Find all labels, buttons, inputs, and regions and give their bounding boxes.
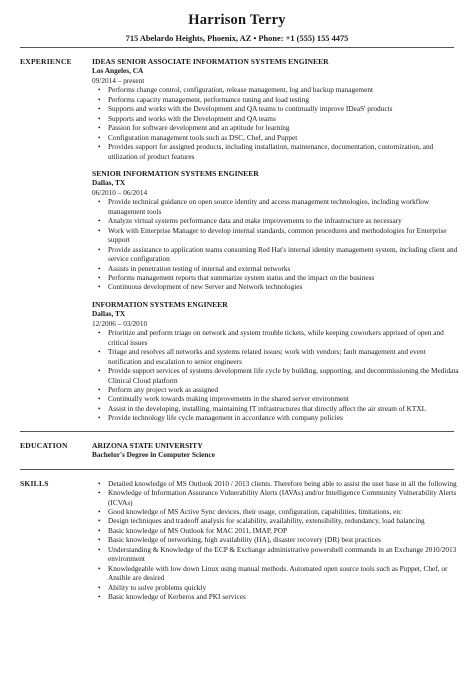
list-item: • Basic knowledge of MS Outlook for MAC 2011, IMAP, POP bbox=[92, 526, 460, 535]
list-item: • Analyze virtual systems performance data and make improvements to the infrastructure as necessary bbox=[92, 216, 460, 225]
job-entry bbox=[92, 300, 460, 423]
list-item: • Basic knowledge of Kerberos and PKI services bbox=[92, 592, 460, 601]
education-body bbox=[92, 441, 460, 460]
list-item: • Continually work towards making improvements in the shared server environment bbox=[92, 394, 460, 403]
candidate-name: Harrison Terry bbox=[188, 12, 286, 28]
list-item: • Good knowledge of MS Active Sync devices, their usage, configuration, capabilities, limitations, etc bbox=[92, 507, 460, 516]
list-item: • Basic knowledge of networking, high availability (HA), disaster recovery (DR) best practices bbox=[92, 535, 460, 544]
list-item: • Triage and resolves all networks and systems related issues; work with vendors; fault management and event notification and escalation to senior engineers bbox=[92, 347, 460, 366]
list-item: • Understanding & Knowledge of the ECP & Exchange administrative powershell commands in an Exchange 2010/2013 environment bbox=[92, 545, 460, 564]
list-item: • Provide assistance to application teams consuming Red Hat's internal identity management system, including client and service configuration bbox=[92, 245, 460, 264]
skills-body bbox=[92, 479, 460, 602]
list-item: • Assists in penetration testing of internal and external networks bbox=[92, 264, 460, 273]
list-item: • Continuous development of new Server and Network technologies bbox=[92, 282, 460, 291]
list-item: • Knowledgeable with low down Linux using manual methods. Automated open source tools such as Puppet, Chef, or Ansible are desired bbox=[92, 564, 460, 583]
job-entry bbox=[92, 57, 460, 161]
contact-line: 715 Abelardo Heights, Phoenix, AZ • Phone: +1 (555) 155 4475 bbox=[125, 34, 349, 43]
section-divider bbox=[20, 431, 454, 432]
job-dates: 12/2006 – 03/2010 bbox=[92, 318, 148, 328]
list-item: • Provide technical guidance on open source identity and access management technologies, including workflow management tools bbox=[92, 197, 460, 216]
list-item: • Provides support for assigned products, including installation, maintenance, documentation, customization, and utilization of product features bbox=[92, 142, 460, 161]
list-item: • Work with Enterprise Manager to develop internal standards, common procedures and methodologies for Enterprise support bbox=[92, 226, 460, 245]
section-divider bbox=[20, 47, 454, 48]
job-location: Los Angeles, CA bbox=[92, 66, 144, 76]
list-item: • Provide support services of systems development life cycle by building, supporting, and decommissioning the Medidata Clinical Cloud platform bbox=[92, 366, 460, 385]
job-title: IDEAS SENIOR ASSOCIATE INFORMATION SYSTEMS ENGINEER bbox=[92, 57, 329, 66]
job-location: Dallas, TX bbox=[92, 309, 126, 319]
section-label-experience: EXPERIENCE bbox=[20, 57, 72, 66]
list-item: • Performs management reports that summarize system status and the impact on the business bbox=[92, 273, 460, 282]
job-bullets bbox=[92, 328, 460, 423]
list-item: • Configuration management tools such as DSC, Chef, and Puppet bbox=[92, 133, 460, 142]
degree: Bachelor's Degree in Computer Science bbox=[92, 450, 215, 460]
list-item: • Provide technology life cycle management in accordance with company policies bbox=[92, 413, 460, 422]
list-item: • Supports and works with the Development and QA teams bbox=[92, 114, 460, 123]
list-item: • Passion for software development and an aptitude for learning bbox=[92, 123, 460, 132]
job-title: INFORMATION SYSTEMS ENGINEER bbox=[92, 299, 228, 309]
job-entry bbox=[92, 169, 460, 292]
list-item: • Perform any project work as assigned bbox=[92, 385, 460, 394]
section-label-skills: SKILLS bbox=[20, 478, 49, 488]
job-dates: 09/2014 – present bbox=[92, 75, 145, 85]
skills-bullets bbox=[92, 479, 460, 602]
list-item: • Design techniques and tradeoff analysis for scalability, availability, extensibility, redundancy, load balancing bbox=[92, 516, 460, 525]
education-section bbox=[14, 441, 460, 460]
list-item: • Assist in the developing, installing, maintaining IT infrastructures that directly affect the air stream of KTXL bbox=[92, 404, 460, 413]
job-bullets bbox=[92, 197, 460, 292]
school-name: ARIZONA STATE UNIVERSITY bbox=[92, 440, 203, 450]
skills-section bbox=[14, 479, 460, 602]
list-item: • Supports and works with the Development and QA teams to continually improve IDeaS' products bbox=[92, 104, 460, 113]
job-bullets bbox=[92, 85, 460, 161]
job-dates: 06/2010 – 06/2014 bbox=[92, 187, 148, 197]
list-item: • Knowledge of Information Assurance Vulnerability Alerts (IAVAs) and/or Intelligence Community Vulnerability Alerts (ICVAs) bbox=[92, 488, 460, 507]
job-title: SENIOR INFORMATION SYSTEMS ENGINEER bbox=[92, 168, 259, 178]
section-label-education: EDUCATION bbox=[20, 440, 68, 450]
list-item: • Detailed knowledge of MS Outlook 2010 / 2013 clients. Therefore being able to assist the user base in all the following bbox=[92, 479, 460, 488]
list-item: • Performs change control, configuration, release management, log and backup management bbox=[92, 85, 460, 94]
experience-body bbox=[92, 57, 460, 423]
experience-section bbox=[14, 57, 460, 423]
job-location: Dallas, TX bbox=[92, 178, 126, 188]
resume-header bbox=[14, 0, 460, 43]
section-divider bbox=[20, 469, 454, 470]
list-item: • Ability to solve problems quickly bbox=[92, 583, 460, 592]
list-item: • Performs capacity management, performance tuning and load testing bbox=[92, 95, 460, 104]
list-item: • Prioritize and perform triage on network and system trouble tickets, while keeping coworkers apprised of open and critical issues bbox=[92, 328, 460, 347]
